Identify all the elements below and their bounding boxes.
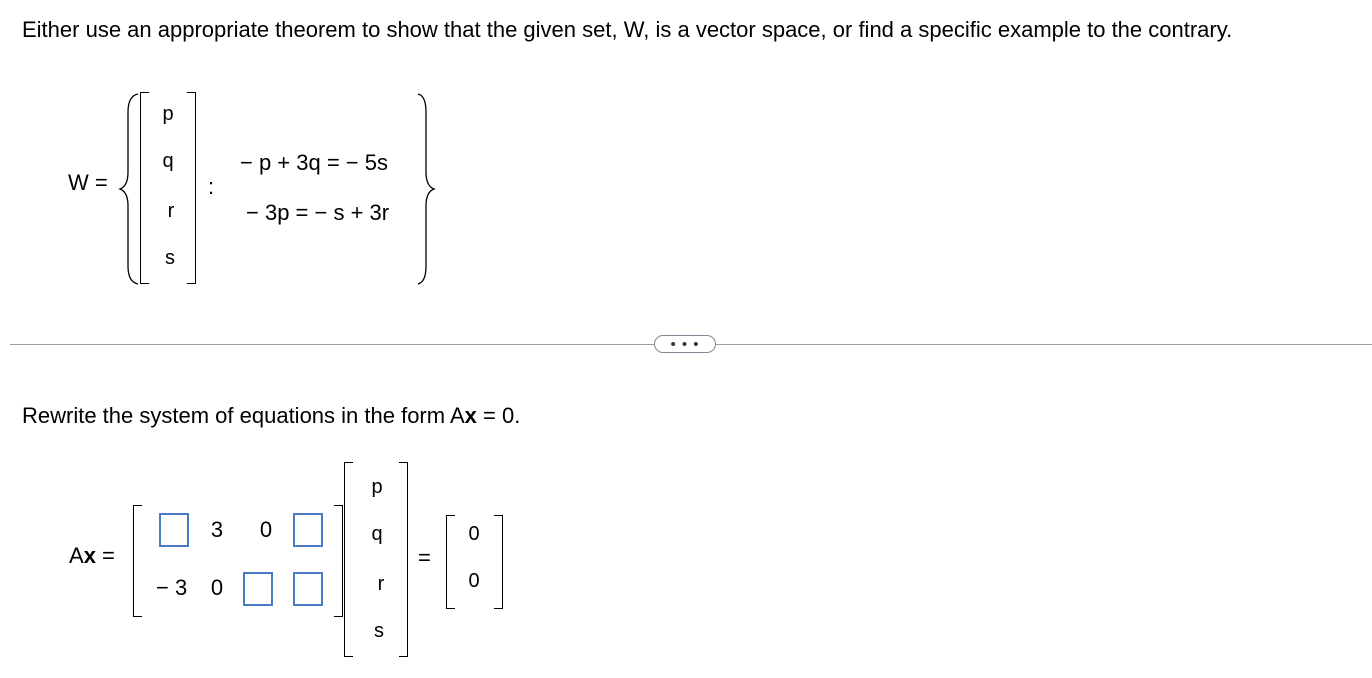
instruction-text-start: Rewrite the system of equations in the form A [22,403,465,428]
set-vector-entry: q [162,150,174,172]
instruction-text-end: = 0. [476,403,521,428]
system-lhs [69,543,115,569]
system-equals: = [418,545,431,570]
set-vector-left-bracket [140,92,149,284]
right-angle-bracket-icon [414,92,436,286]
problem-prompt: Either use an appropriate theorem to show that the given set, W, is a vector space, or find a specific example to the contrary. [22,17,1233,42]
set-vector-right-bracket [187,92,196,284]
more-options-button[interactable]: • • • [654,335,716,353]
system-lhs-equals: = [95,543,115,568]
set-vector-entry: r [167,200,175,222]
matrix-right-bracket [334,505,343,617]
zero-vector-entry: 0 [468,570,480,592]
set-vector-entry: s [165,247,175,269]
set-lhs-label: W = [68,170,108,195]
system-lhs-a: A [69,543,84,568]
vector-right-bracket [399,462,408,657]
matrix-left-bracket [133,505,142,617]
vector-entry: q [371,523,383,545]
matrix-entry-r1c3: 0 [259,517,273,542]
zero-vector-left-bracket [446,515,455,609]
set-vector-entry: p [162,103,174,125]
system-lhs-x: x [83,543,96,568]
instruction-bold-x: x [464,403,477,428]
matrix-entry-r2c2: 0 [210,575,224,600]
matrix-input-r1c1[interactable] [159,513,189,547]
set-separator: : [208,174,215,199]
vector-entry: s [374,620,384,642]
vector-entry: p [371,476,383,498]
matrix-entry-r1c2: 3 [210,517,224,542]
equation-2: − 3p = − s + 3r [246,200,390,225]
zero-vector-entry: 0 [468,523,480,545]
zero-vector-right-bracket [494,515,503,609]
vector-entry: r [377,573,385,595]
matrix-input-r2c3[interactable] [243,572,273,606]
vector-left-bracket [344,462,353,657]
equation-1: − p + 3q = − 5s [240,150,389,175]
instruction-text [22,403,520,429]
matrix-entry-r2c1: − 3 [156,575,188,600]
matrix-input-r1c4[interactable] [293,513,323,547]
matrix-input-r2c4[interactable] [293,572,323,606]
